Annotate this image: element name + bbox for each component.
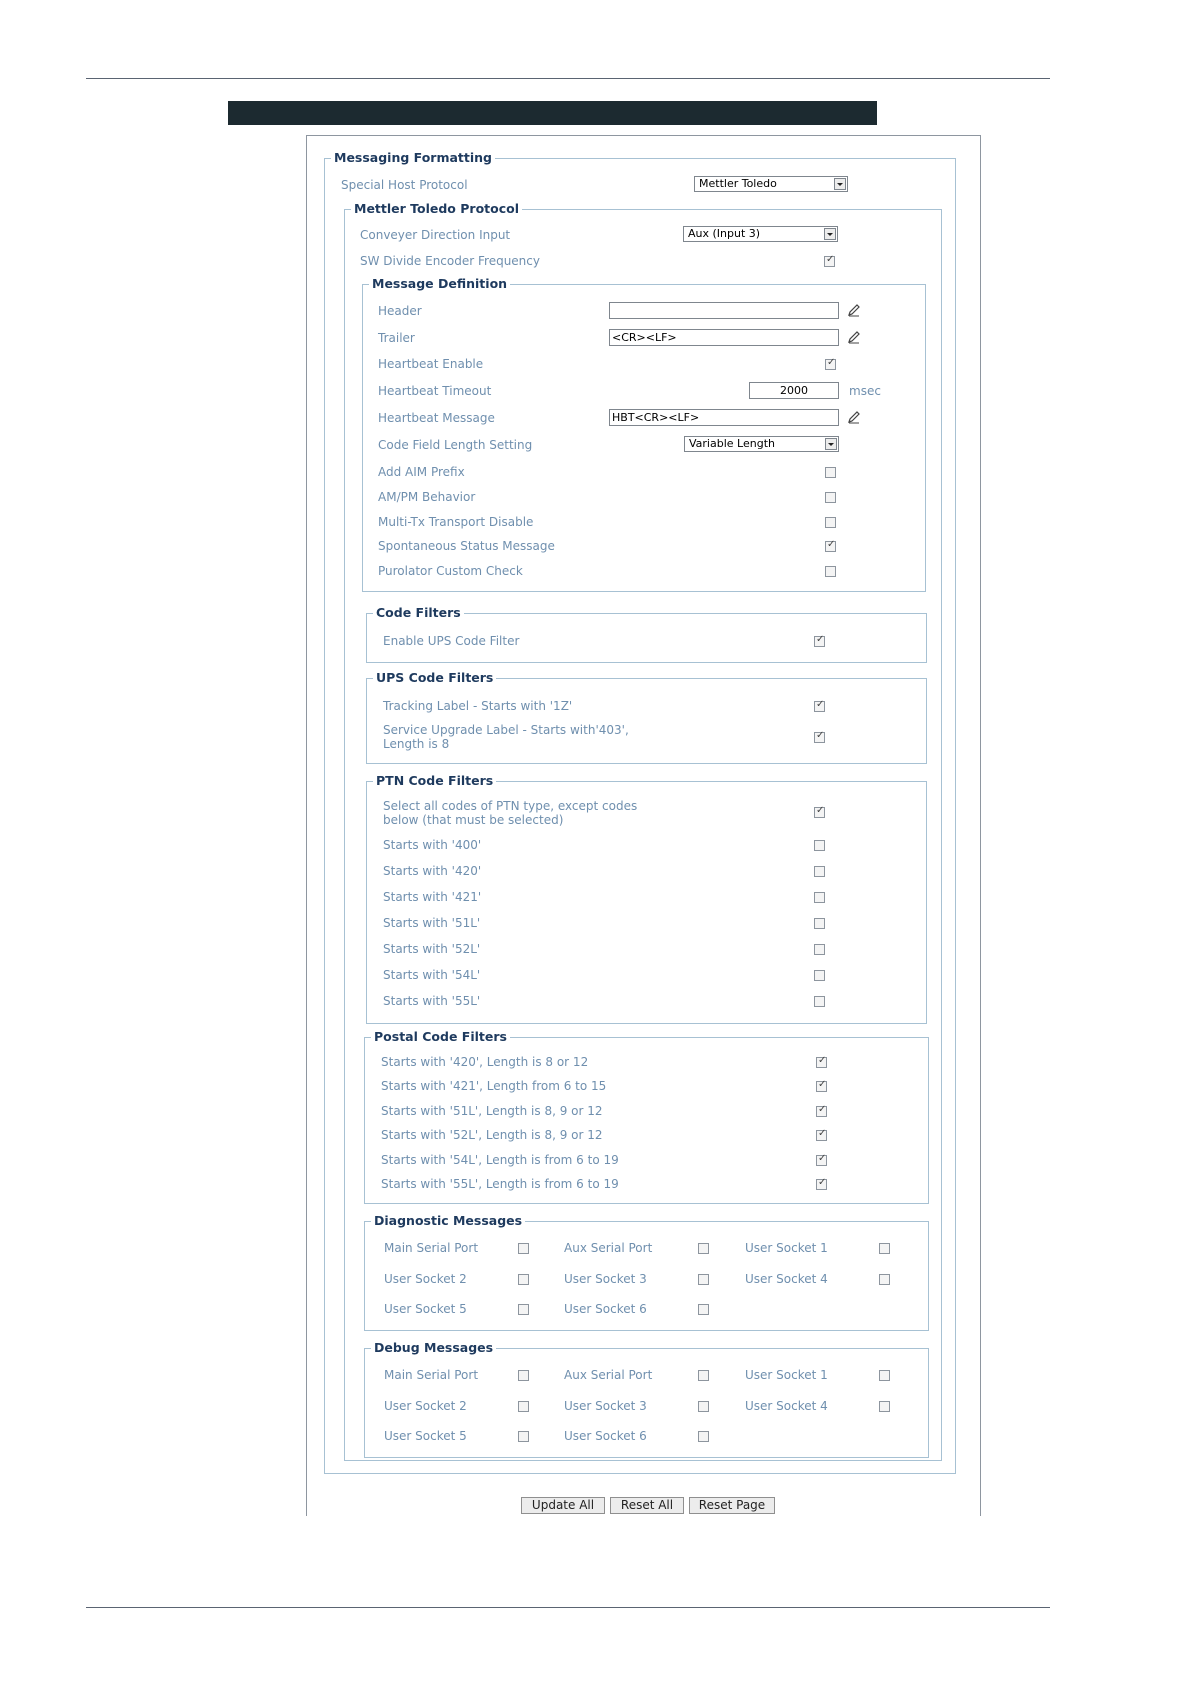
ups-code-filters-fieldset [366, 670, 927, 764]
pencil-icon[interactable] [847, 330, 861, 344]
diagnostic-port-label: User Socket 5 [384, 1302, 467, 1316]
debug-port-label: User Socket 5 [384, 1429, 467, 1443]
postal-filter-checkbox[interactable] [816, 1130, 827, 1141]
heartbeat-message-label: Heartbeat Message [378, 411, 495, 425]
pencil-icon[interactable] [847, 303, 861, 317]
mettler-toledo-legend: Mettler Toledo Protocol [351, 201, 522, 217]
postal-filter-checkbox[interactable] [816, 1057, 827, 1068]
ptn-select-all-checkbox[interactable] [814, 807, 825, 818]
code-field-length-label: Code Field Length Setting [378, 438, 533, 452]
code-field-length-select[interactable] [684, 436, 839, 452]
diagnostic-port-label: User Socket 1 [745, 1241, 828, 1255]
reset-all-button[interactable]: Reset All [610, 1497, 684, 1514]
postal-filter-checkbox[interactable] [816, 1179, 827, 1190]
postal-filter-label: Starts with '54L', Length is from 6 to 19 [381, 1153, 619, 1167]
debug-port-label: User Socket 4 [745, 1399, 828, 1413]
ptn-filter-label: Starts with '54L' [383, 968, 481, 982]
chevron-down-icon[interactable] [824, 228, 836, 240]
ptn-filter-label: Starts with '400' [383, 838, 482, 852]
diagnostic-port-label: Main Serial Port [384, 1241, 479, 1255]
diagnostic-port-checkbox[interactable] [518, 1304, 529, 1315]
debug-port-checkbox[interactable] [879, 1401, 890, 1412]
ptn-filter-label: Starts with '421' [383, 890, 482, 904]
debug-port-checkbox[interactable] [518, 1370, 529, 1381]
ups-filter-label: Tracking Label - Starts with '1Z' [383, 699, 573, 713]
diagnostic-port-label: Aux Serial Port [564, 1241, 653, 1255]
ptn-code-filters-legend: PTN Code Filters [373, 773, 496, 789]
option-label: Multi-Tx Transport Disable [378, 515, 534, 529]
heartbeat-timeout-input[interactable]: 2000 [749, 382, 839, 399]
diagnostic-port-checkbox[interactable] [518, 1243, 529, 1254]
diagnostic-port-checkbox[interactable] [879, 1243, 890, 1254]
ups-code-filters-legend: UPS Code Filters [373, 670, 496, 686]
diagnostic-port-checkbox[interactable] [879, 1274, 890, 1285]
conveyor-label: Conveyer Direction Input [360, 228, 511, 242]
diagnostic-port-checkbox[interactable] [698, 1243, 709, 1254]
code-field-length-value: Variable Length [689, 437, 775, 450]
option-label: Spontaneous Status Message [378, 539, 555, 553]
ptn-filter-checkbox[interactable] [814, 996, 825, 1007]
postal-filter-checkbox[interactable] [816, 1155, 827, 1166]
ptn-select-all-label-line2: below (that must be selected) [383, 813, 564, 827]
sw-divide-checkbox[interactable] [824, 256, 835, 267]
code-filters-legend: Code Filters [373, 605, 464, 621]
header-label: Header [378, 304, 422, 318]
enable-ups-checkbox[interactable] [814, 636, 825, 647]
heartbeat-message-input[interactable]: HBT<CR><LF> [609, 409, 839, 426]
diagnostic-port-label: User Socket 2 [384, 1272, 467, 1286]
debug-messages-legend: Debug Messages [371, 1340, 496, 1356]
update-all-button[interactable]: Update All [521, 1497, 605, 1514]
postal-filter-label: Starts with '52L', Length is 8, 9 or 12 [381, 1128, 603, 1142]
ptn-filter-label: Starts with '420' [383, 864, 482, 878]
option-label: Purolator Custom Check [378, 564, 523, 578]
option-checkbox[interactable] [825, 541, 836, 552]
option-checkbox[interactable] [825, 517, 836, 528]
top-rule [86, 78, 1050, 79]
special-host-label: Special Host Protocol [341, 178, 468, 192]
option-checkbox[interactable] [825, 566, 836, 577]
pencil-icon[interactable] [847, 410, 861, 424]
diagnostic-port-checkbox[interactable] [518, 1274, 529, 1285]
ptn-select-all-label: Select all codes of PTN type, except codes [383, 799, 638, 813]
option-label: Add AIM Prefix [378, 465, 465, 479]
option-checkbox[interactable] [825, 467, 836, 478]
ptn-filter-label: Starts with '52L' [383, 942, 481, 956]
debug-port-checkbox[interactable] [879, 1370, 890, 1381]
postal-filter-checkbox[interactable] [816, 1081, 827, 1092]
ptn-filter-checkbox[interactable] [814, 970, 825, 981]
debug-port-label: User Socket 6 [564, 1429, 647, 1443]
ptn-filter-checkbox[interactable] [814, 892, 825, 903]
postal-filter-label: Starts with '421', Length from 6 to 15 [381, 1079, 607, 1093]
option-label: AM/PM Behavior [378, 490, 476, 504]
ptn-filter-label: Starts with '51L' [383, 916, 481, 930]
debug-port-checkbox[interactable] [518, 1431, 529, 1442]
trailer-input[interactable]: <CR><LF> [609, 329, 839, 346]
heartbeat-enable-checkbox[interactable] [825, 359, 836, 370]
heartbeat-timeout-unit: msec [849, 384, 881, 398]
ups-filter-label-line2: Length is 8 [383, 737, 450, 751]
postal-filter-label: Starts with '51L', Length is 8, 9 or 12 [381, 1104, 603, 1118]
special-host-value: Mettler Toledo [699, 177, 777, 190]
debug-port-label: User Socket 2 [384, 1399, 467, 1413]
header-input[interactable] [609, 302, 839, 319]
ups-filter-checkbox[interactable] [814, 732, 825, 743]
debug-port-label: Aux Serial Port [564, 1368, 653, 1382]
debug-port-checkbox[interactable] [698, 1431, 709, 1442]
bottom-rule [86, 1607, 1050, 1608]
ups-filter-label: Service Upgrade Label - Starts with'403', [383, 723, 629, 737]
section-banner [228, 101, 877, 125]
postal-code-filters-legend: Postal Code Filters [371, 1029, 510, 1045]
ptn-filter-checkbox[interactable] [814, 866, 825, 877]
enable-ups-label: Enable UPS Code Filter [383, 634, 520, 648]
conveyor-value: Aux (Input 3) [688, 227, 761, 240]
heartbeat-enable-label: Heartbeat Enable [378, 357, 484, 371]
option-checkbox[interactable] [825, 492, 836, 503]
diagnostic-port-label: User Socket 6 [564, 1302, 647, 1316]
ptn-filter-checkbox[interactable] [814, 918, 825, 929]
debug-port-checkbox[interactable] [698, 1401, 709, 1412]
reset-page-button[interactable]: Reset Page [689, 1497, 775, 1514]
special-host-select[interactable] [694, 176, 848, 192]
messaging-formatting-legend: Messaging Formatting [331, 150, 495, 166]
ptn-filter-checkbox[interactable] [814, 944, 825, 955]
sw-divide-label: SW Divide Encoder Frequency [360, 254, 540, 268]
diagnostic-messages-legend: Diagnostic Messages [371, 1213, 525, 1229]
debug-port-checkbox[interactable] [518, 1401, 529, 1412]
debug-port-label: Main Serial Port [384, 1368, 479, 1382]
postal-filter-label: Starts with '55L', Length is from 6 to 19 [381, 1177, 619, 1191]
ptn-filter-checkbox[interactable] [814, 840, 825, 851]
conveyor-select[interactable] [683, 226, 838, 242]
diagnostic-port-checkbox[interactable] [698, 1304, 709, 1315]
trailer-label: Trailer [378, 331, 415, 345]
diagnostic-port-checkbox[interactable] [698, 1274, 709, 1285]
heartbeat-timeout-label: Heartbeat Timeout [378, 384, 492, 398]
postal-filter-label: Starts with '420', Length is 8 or 12 [381, 1055, 589, 1069]
ups-filter-checkbox[interactable] [814, 701, 825, 712]
chevron-down-icon[interactable] [834, 178, 846, 190]
message-definition-legend: Message Definition [369, 276, 510, 292]
postal-filter-checkbox[interactable] [816, 1106, 827, 1117]
diagnostic-port-label: User Socket 4 [745, 1272, 828, 1286]
diagnostic-port-label: User Socket 3 [564, 1272, 647, 1286]
chevron-down-icon[interactable] [825, 438, 837, 450]
debug-port-label: User Socket 1 [745, 1368, 828, 1382]
debug-port-label: User Socket 3 [564, 1399, 647, 1413]
debug-port-checkbox[interactable] [698, 1370, 709, 1381]
ptn-filter-label: Starts with '55L' [383, 994, 481, 1008]
